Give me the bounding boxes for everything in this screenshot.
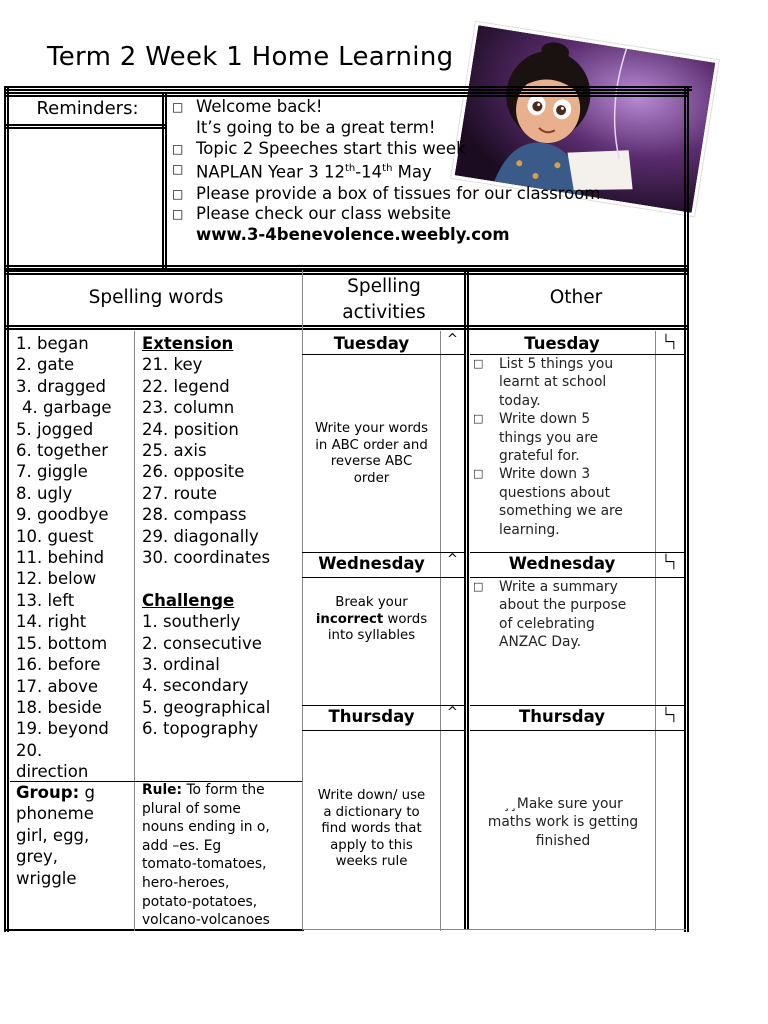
other-line: List 5 things you xyxy=(499,356,614,372)
thursday-act-top xyxy=(302,705,464,706)
other-day-tuesday: Tuesday xyxy=(524,334,600,353)
caret-mark: ^ xyxy=(447,705,458,720)
rule-line: hero-heroes, xyxy=(142,874,230,891)
challenge-word: 4. secondary xyxy=(142,676,249,696)
challenge-word: 3. ordinal xyxy=(142,655,220,675)
other-line: things you are xyxy=(499,429,599,446)
reminders-label: Reminders: xyxy=(36,98,139,119)
tuesday-act-line xyxy=(302,354,464,355)
activity-tuesday xyxy=(303,421,440,487)
other-mark: └┐ xyxy=(662,555,678,570)
bullet-icon: □ xyxy=(172,141,184,156)
other-tuesday-list xyxy=(473,355,653,539)
rule-line: plural of some xyxy=(142,800,241,817)
other-line: learning. xyxy=(499,521,560,538)
act-day-tuesday: Tuesday xyxy=(333,334,410,353)
rule-line: To form the xyxy=(186,782,265,798)
extension-word: 28. compass xyxy=(142,505,247,525)
challenge-word: 2. consecutive xyxy=(142,633,262,653)
table-top-border xyxy=(4,86,692,91)
extension-word: 29. diagonally xyxy=(142,526,259,546)
header-spelling-activities: Spelling activities xyxy=(342,276,426,323)
other-line: Write down 5 xyxy=(499,411,591,428)
col-divider-2 xyxy=(464,270,469,930)
activity-line: find words that xyxy=(321,821,422,837)
extension-word: 25. axis xyxy=(142,441,207,461)
spelling-word: 12. below xyxy=(16,569,97,589)
extension-word: 22. legend xyxy=(142,376,230,396)
spelling-word: 6. together xyxy=(16,441,109,461)
other-wednesday-list xyxy=(473,578,653,652)
table-left-border xyxy=(4,86,9,932)
act-day-thursday: Thursday xyxy=(328,707,415,726)
other-item xyxy=(473,355,653,410)
rule-line: potato-potatoes, xyxy=(142,893,258,910)
reminder-item: It’s going to be a great term! xyxy=(196,117,436,137)
other-line: of celebrating xyxy=(499,615,595,632)
other-day-wednesday: Wednesday xyxy=(508,554,616,573)
other-thursday xyxy=(473,795,653,850)
activity-line: Write your words xyxy=(314,421,429,436)
activity-line: order xyxy=(353,470,390,486)
table-right-border xyxy=(684,86,689,932)
other-item xyxy=(473,465,653,539)
reminder-item: □ Please check our class website xyxy=(172,204,452,224)
spelling-word: 5. jogged xyxy=(16,419,94,439)
group-line: g xyxy=(84,783,95,802)
reminder-item: □ Topic 2 Speeches start this week xyxy=(172,138,466,158)
spelling-word: 15. bottom xyxy=(16,633,108,653)
extension-word: 30. coordinates xyxy=(142,548,271,568)
other-item xyxy=(473,410,653,465)
spelling-word: 2. gate xyxy=(16,355,75,375)
other-line: learnt at school xyxy=(499,374,607,391)
other-line: questions about xyxy=(499,484,610,501)
spelling-word: 7. giggle xyxy=(16,462,88,482)
activity-wednesday: Break your incorrect words into syllables xyxy=(315,595,428,644)
group-line: grey, xyxy=(16,847,59,867)
spelling-word: 4. garbage xyxy=(22,398,112,418)
header-spelling-words: Spelling words xyxy=(88,287,224,308)
activity-line: a dictionary to xyxy=(323,804,420,820)
thursday-other-line xyxy=(470,730,684,731)
reminders-list xyxy=(172,97,600,246)
other-line: maths work is getting xyxy=(487,814,639,831)
spelling-word: 13. left xyxy=(16,590,75,610)
wednesday-other-top xyxy=(470,552,684,553)
extension-word: 26. opposite xyxy=(142,462,245,482)
act-day-wednesday: Wednesday xyxy=(318,554,425,573)
extension-heading: Extension xyxy=(142,334,234,353)
extension-word: 21. key xyxy=(142,355,203,375)
reminder-website[interactable]: www.3-4benevolence.weebly.com xyxy=(196,225,510,245)
group-line: phoneme xyxy=(16,804,94,824)
group-block xyxy=(16,782,95,889)
bullet-icon: □ xyxy=(172,100,184,114)
extension-word: 24. position xyxy=(142,419,239,439)
activity-line: weeks rule xyxy=(335,854,408,870)
reminder-divider xyxy=(162,92,167,268)
activity-line: apply to this xyxy=(330,837,413,853)
reminder-label-underline xyxy=(6,124,166,129)
other-line: ANZAC Day. xyxy=(499,634,582,651)
caret-mark: ^ xyxy=(447,552,458,567)
other-line: ¸¸Make sure your xyxy=(503,796,623,812)
wednesday-act-line xyxy=(302,577,464,578)
activity-line: in ABC order and xyxy=(315,437,428,453)
spelling-word: 17. above xyxy=(16,676,99,696)
other-line: grateful for. xyxy=(499,448,580,465)
rule-block xyxy=(142,781,270,930)
bullet-icon: □ xyxy=(473,467,484,481)
group-line: wriggle xyxy=(16,868,77,888)
other-line: finished xyxy=(535,832,591,849)
bullet-icon: □ xyxy=(473,357,484,370)
thursday-act-line xyxy=(302,730,464,731)
other-mark: └┐ xyxy=(662,708,678,723)
rule-line: tomato-tomatoes, xyxy=(142,856,267,873)
col-divider-words xyxy=(134,331,135,931)
reminder-item: □ Please provide a box of tissues for our classroom xyxy=(172,183,601,203)
rule-line: volcano-volcanoes xyxy=(142,912,270,929)
other-item xyxy=(473,578,653,652)
activity-line: reverse ABC xyxy=(330,454,413,470)
challenge-word: 6. topography xyxy=(142,719,259,739)
challenge-heading: Challenge xyxy=(142,590,235,610)
other-line: Write a summary xyxy=(499,579,618,595)
bullet-icon: □ xyxy=(473,412,484,426)
wednesday-act-top xyxy=(302,552,464,553)
spelling-word: 1. began xyxy=(16,334,89,353)
rule-line: nouns ending in o, xyxy=(142,819,270,836)
caret-mark: ^ xyxy=(447,332,458,347)
col-divider-other-mark xyxy=(655,331,656,931)
other-day-thursday: Thursday xyxy=(519,707,605,726)
group-line: girl, egg, xyxy=(16,825,90,845)
bullet-icon: □ xyxy=(172,186,184,201)
page-title: Term 2 Week 1 Home Learning xyxy=(47,42,454,72)
spelling-word: 3. dragged xyxy=(16,376,106,396)
reminder-item: □ Welcome back! xyxy=(172,97,323,116)
spelling-word: 20. xyxy=(16,740,43,760)
bottom-right-line xyxy=(302,929,686,930)
other-mark: └┐ xyxy=(662,335,678,350)
other-line: about the purpose xyxy=(499,597,627,614)
activity-thursday xyxy=(303,788,440,871)
other-line: Write down 3 xyxy=(499,466,591,483)
challenge-word: 5. geographical xyxy=(142,697,271,717)
spelling-word: 8. ugly xyxy=(16,483,73,503)
extension-word: 27. route xyxy=(142,483,218,503)
spelling-word: 10. guest xyxy=(16,526,94,546)
spelling-word: 14. right xyxy=(16,612,87,632)
header-other: Other xyxy=(549,287,603,308)
spelling-words-list xyxy=(16,333,112,783)
rule-line: add –es. Eg xyxy=(142,837,222,854)
rule-label: Rule: xyxy=(142,782,183,798)
bullet-icon: □ xyxy=(473,580,484,593)
spelling-word: 16. before xyxy=(16,655,101,675)
spelling-word: 19. beyond xyxy=(16,719,109,739)
thursday-other-top xyxy=(470,705,684,706)
spelling-word: 18. beside xyxy=(16,697,102,717)
spelling-word: 9. goodbye xyxy=(16,505,109,525)
spelling-word: 11. behind xyxy=(16,548,105,568)
challenge-word: 1. southerly xyxy=(142,612,241,632)
group-label: Group: xyxy=(16,783,80,802)
reminder-item: □ NAPLAN Year 3 12th-14th May xyxy=(172,159,600,183)
other-line: something we are xyxy=(499,503,623,520)
extension-word: 23. column xyxy=(142,398,235,418)
bullet-icon: □ xyxy=(172,162,184,177)
extension-list xyxy=(142,333,270,740)
col-divider-caret xyxy=(440,331,441,931)
bullet-icon: □ xyxy=(172,207,184,222)
spelling-word: direction xyxy=(16,762,89,782)
other-line: today. xyxy=(499,392,541,409)
activity-line: Write down/ use xyxy=(317,788,426,803)
